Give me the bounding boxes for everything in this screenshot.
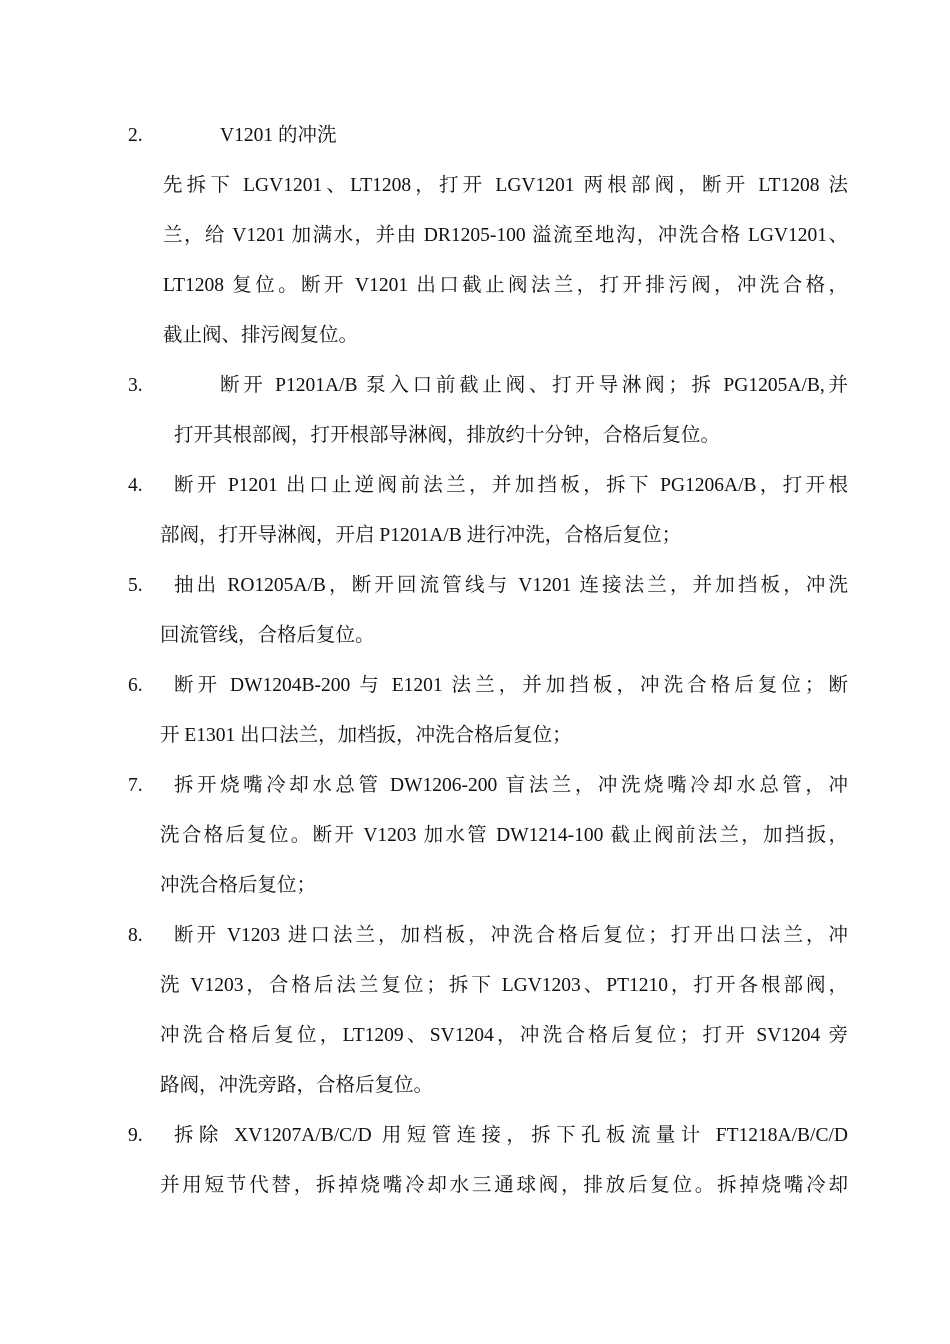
- paragraph-line: 冲洗合格后复位；: [160, 875, 317, 896]
- item-number: 9.: [128, 1125, 143, 1146]
- item-title: V1201 的冲洗: [220, 125, 337, 146]
- paragraph-line: 断开 P1201A/B 泵入口前截止阀、打开导淋阀；拆 PG1205A/B,并: [220, 375, 848, 396]
- item-number: 3.: [128, 375, 143, 396]
- item-number: 2.: [128, 125, 143, 146]
- item-number: 4.: [128, 475, 143, 496]
- paragraph-line: 并用短节代替，拆掉烧嘴冷却水三通球阀，排放后复位。拆掉烧嘴冷却: [160, 1175, 848, 1196]
- item-number: 5.: [128, 575, 143, 596]
- paragraph-line: 截止阀、排污阀复位。: [163, 325, 359, 346]
- paragraph-line: 回流管线，合格后复位。: [160, 625, 375, 646]
- paragraph-line: 先拆下 LGV1201、LT1208，打开 LGV1201 两根部阀，断开 LT1208 法: [163, 175, 848, 196]
- paragraph-line: LT1208 复位。断开 V1201 出口截止阀法兰，打开排污阀，冲洗合格，: [163, 275, 848, 296]
- item-number: 8.: [128, 925, 143, 946]
- paragraph-line: 抽出 RO1205A/B，断开回流管线与 V1201 连接法兰，并加挡板，冲洗: [174, 575, 848, 596]
- paragraph-line: 冲洗合格后复位，LT1209、SV1204，冲洗合格后复位；打开 SV1204 旁: [160, 1025, 848, 1046]
- paragraph-line: 拆除 XV1207A/B/C/D 用短管连接，拆下孔板流量计 FT1218A/B/C/D: [174, 1125, 848, 1146]
- paragraph-line: 兰，给 V1201 加满水，并由 DR1205-100 溢流至地沟，冲洗合格 LGV1201、: [163, 225, 848, 246]
- paragraph-line: 路阀，冲洗旁路，合格后复位。: [160, 1075, 434, 1096]
- paragraph-line: 断开 DW1204B-200 与 E1201 法兰，并加挡板，冲洗合格后复位；断: [174, 675, 848, 696]
- paragraph-line: 打开其根部阀，打开根部导淋阀，排放约十分钟，合格后复位。: [174, 425, 721, 446]
- item-number: 7.: [128, 775, 143, 796]
- paragraph-line: 拆开烧嘴冷却水总管 DW1206-200 盲法兰，冲洗烧嘴冷却水总管，冲: [174, 775, 848, 796]
- paragraph-line: 洗 V1203，合格后法兰复位；拆下 LGV1203、PT1210，打开各根部阀，: [160, 975, 848, 996]
- paragraph-line: 部阀，打开导淋阀，开启 P1201A/B 进行冲洗，合格后复位；: [160, 525, 682, 546]
- paragraph-line: 断开 P1201 出口止逆阀前法兰，并加挡板，拆下 PG1206A/B，打开根: [174, 475, 848, 496]
- paragraph-line: 开 E1301 出口法兰，加档扳，冲洗合格后复位；: [160, 725, 572, 746]
- paragraph-line: 断开 V1203 进口法兰，加档板，冲洗合格后复位；打开出口法兰，冲: [174, 925, 848, 946]
- paragraph-line: 洗合格后复位。断开 V1203 加水管 DW1214-100 截止阀前法兰，加挡扳，: [160, 825, 848, 846]
- item-number: 6.: [128, 675, 143, 696]
